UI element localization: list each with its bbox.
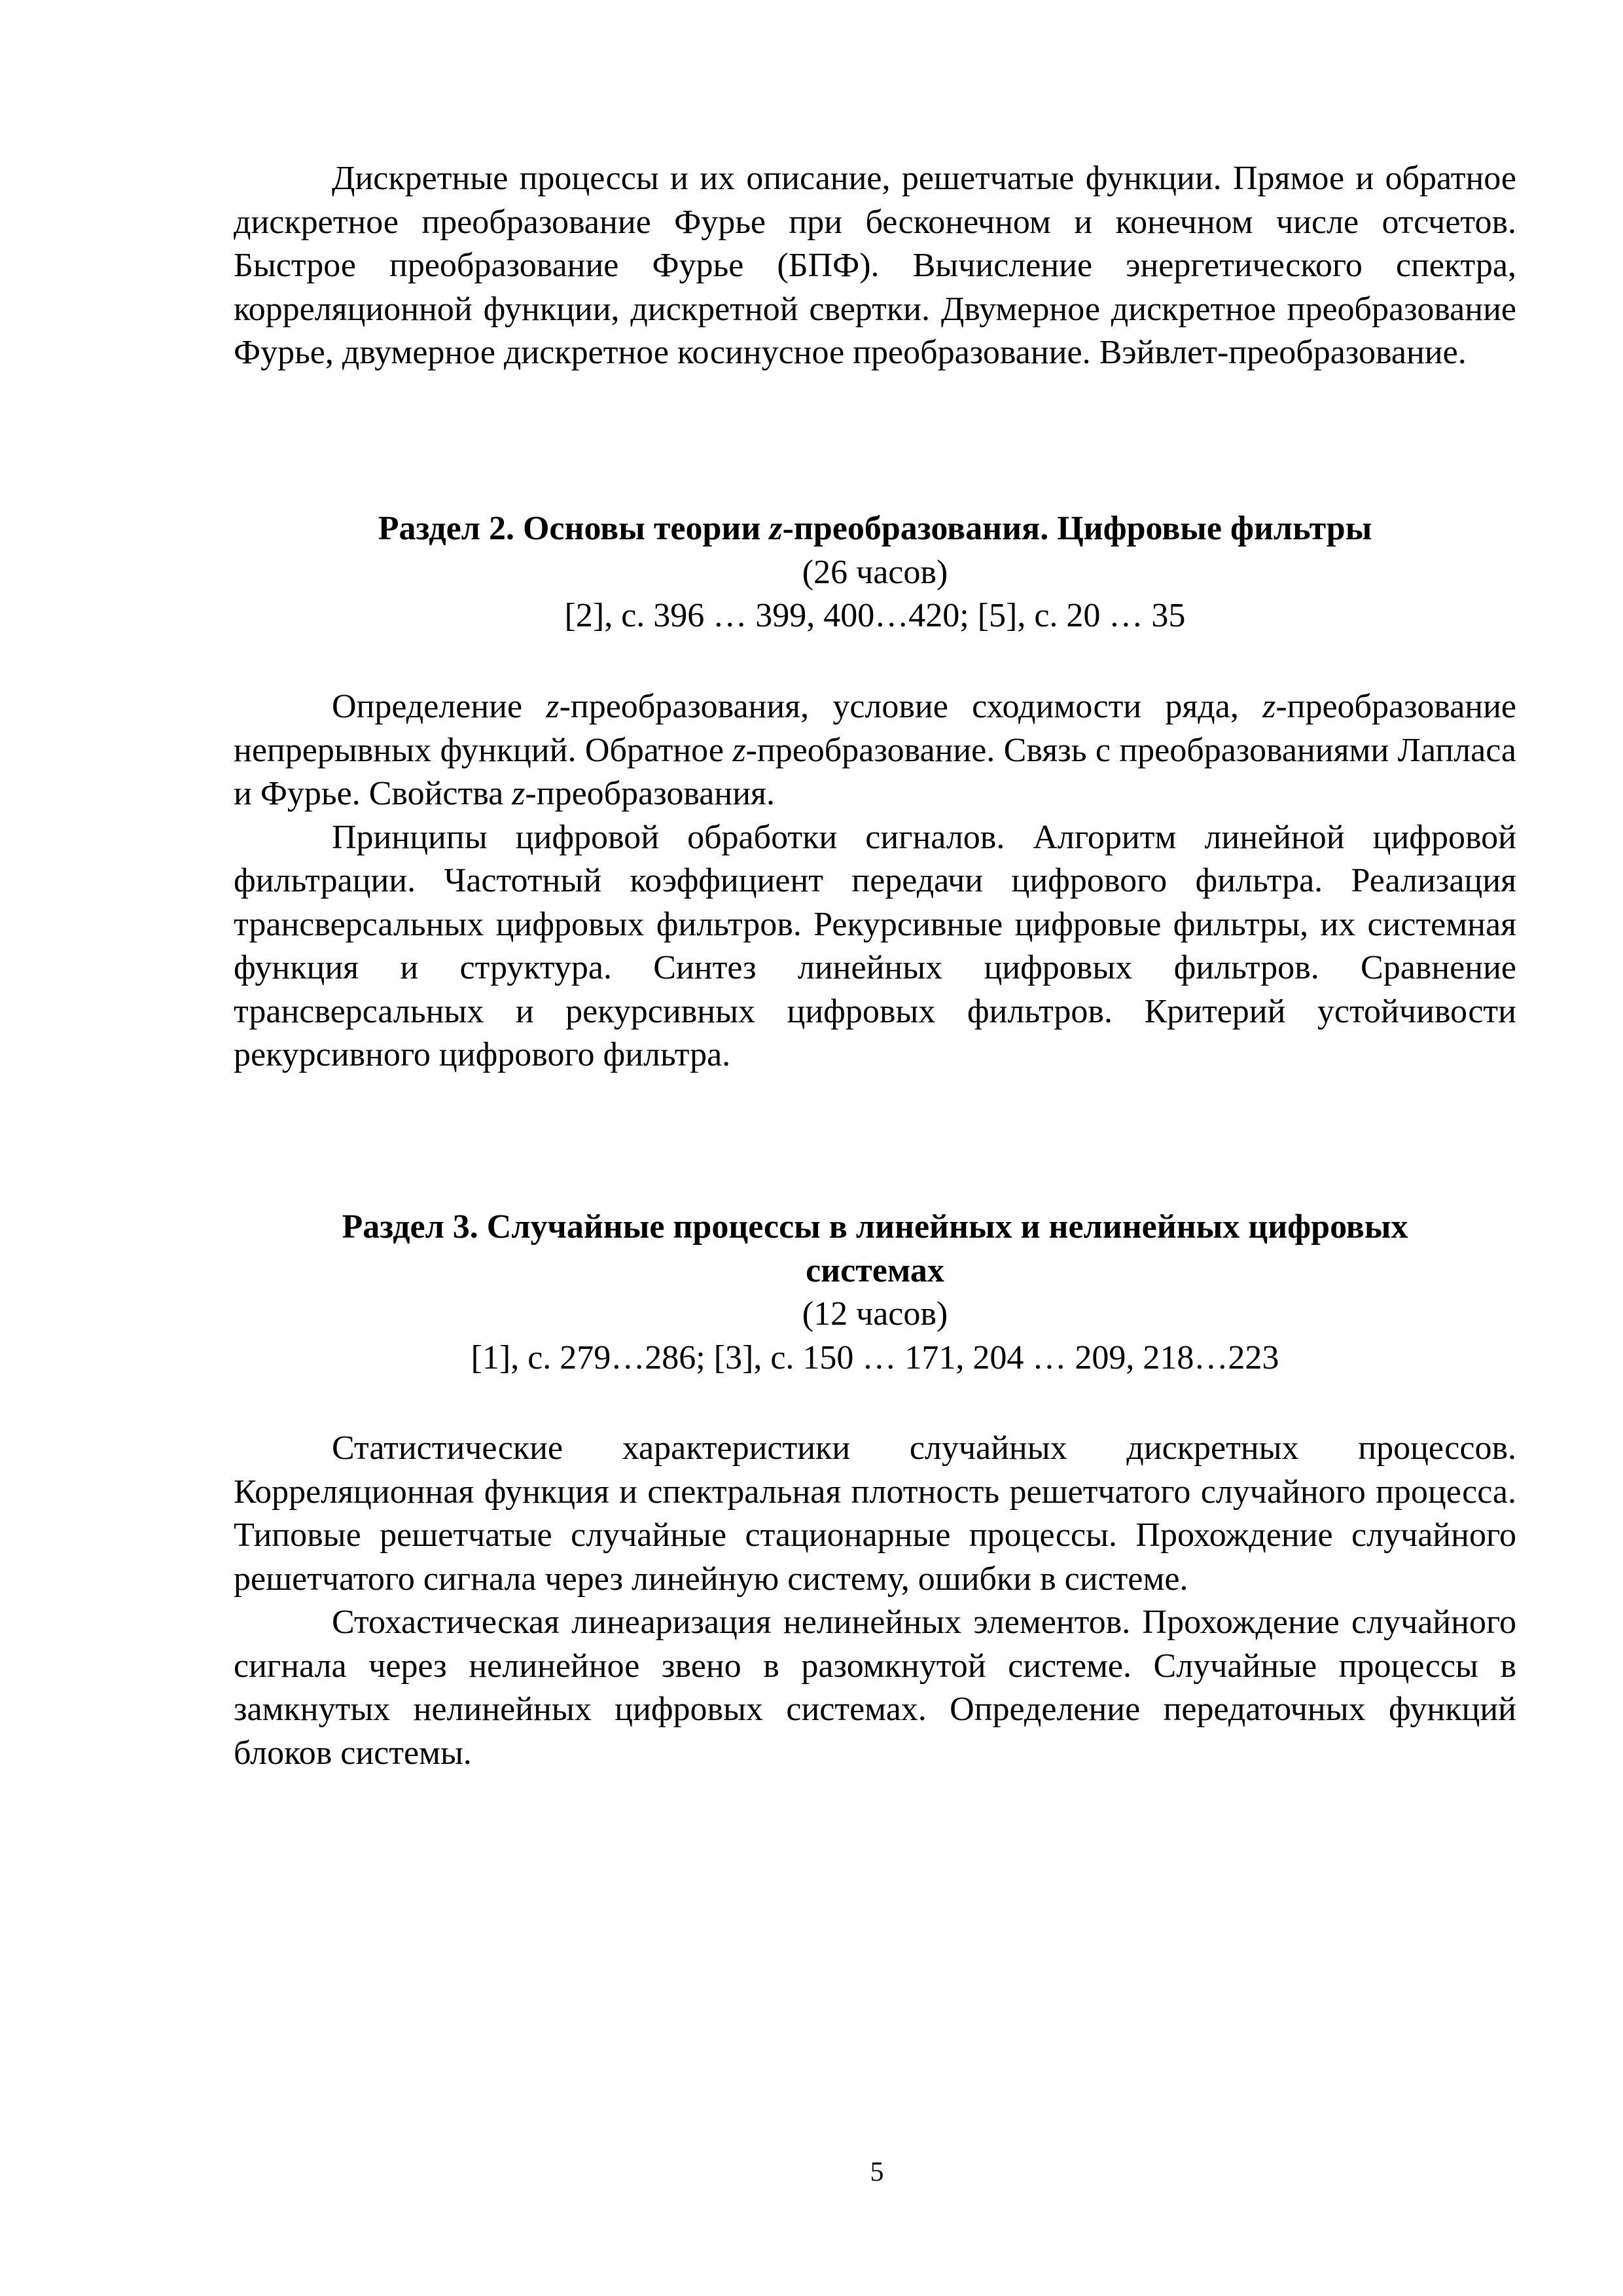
section-2-references: [2], с. 396 … 399, 400…420; [5], с. 20 … 35 — [564, 597, 1186, 634]
section-2-paragraph-1: Определение z-преобразования, условие сходимости ряда, z-преобразование непрерывных функций. Обратное z-преобразование. Связь с преобразованиями Лапласа и Фурье. Свойства z-преобразования. — [234, 688, 1517, 812]
page-number: 5 — [870, 2157, 884, 2187]
section-3-paragraph-1: Статистические характеристики случайных дискретных процессов. Корреляционная функция и спектральная плотность решетчатого случайного процесса. Типовые решетчатые случайные стационарные процессы. Прохождение случайного решетчатого сигнала через линейную систему, ошибки в системе. — [234, 1429, 1516, 1598]
section-2-title: Раздел 2. Основы теории z-преобразования. Цифровые фильтры — [378, 510, 1372, 547]
section-3-hours: (12 часов) — [802, 1295, 948, 1333]
section-3-title: Раздел 3. Случайные процессы в линейных и нелинейных цифровых системах — [342, 1208, 1408, 1289]
section-3-paragraph-2: Стохастическая линеаризация нелинейных элементов. Прохождение случайного сигнала через нелинейное звено в разомкнутой системе. Случайные процессы в замкнутых нелинейных цифровых системах. Определение передаточных функций блоков системы. — [234, 1604, 1516, 1772]
intro-paragraph: Дискретные процессы и их описание, решетчатые функции. Прямое и обратное дискретное преобразование Фурье при бесконечном и конечном числе отсчетов. Быстрое преобразование Фурье (БПФ). Вычисление энергетического спектра, корреляционной функции, дискретной свертки. Двумерное дискретное преобразование Фурье, двумерное дискретное косинусное преобразование. Вэйвлет-преобразование. — [234, 160, 1516, 371]
z-variable: z — [769, 510, 783, 547]
section-2-text — [234, 685, 1516, 1077]
section-3-text — [234, 1427, 1516, 1775]
section-2-paragraph-2: Принципы цифровой обработки сигналов. Алгоритм линейной цифровой фильтрации. Частотный коэффициент передачи цифрового фильтра. Реализация трансверсальных цифровых фильтров. Рекурсивные цифровые фильтры, их системная функция и структура. Синтез линейных цифровых фильтров. Сравнение трансверсальных и рекурсивных цифровых фильтров. Критерий устойчивости рекурсивного цифрового фильтра. — [234, 818, 1516, 1073]
section-2-heading — [234, 507, 1516, 638]
section-3-references: [1], с. 279…286; [3], с. 150 … 171, 204 … 209, 218…223 — [471, 1338, 1279, 1376]
intro-text — [234, 157, 1516, 375]
section-3-heading — [234, 1206, 1516, 1380]
section-2-hours: (26 часов) — [802, 553, 948, 591]
